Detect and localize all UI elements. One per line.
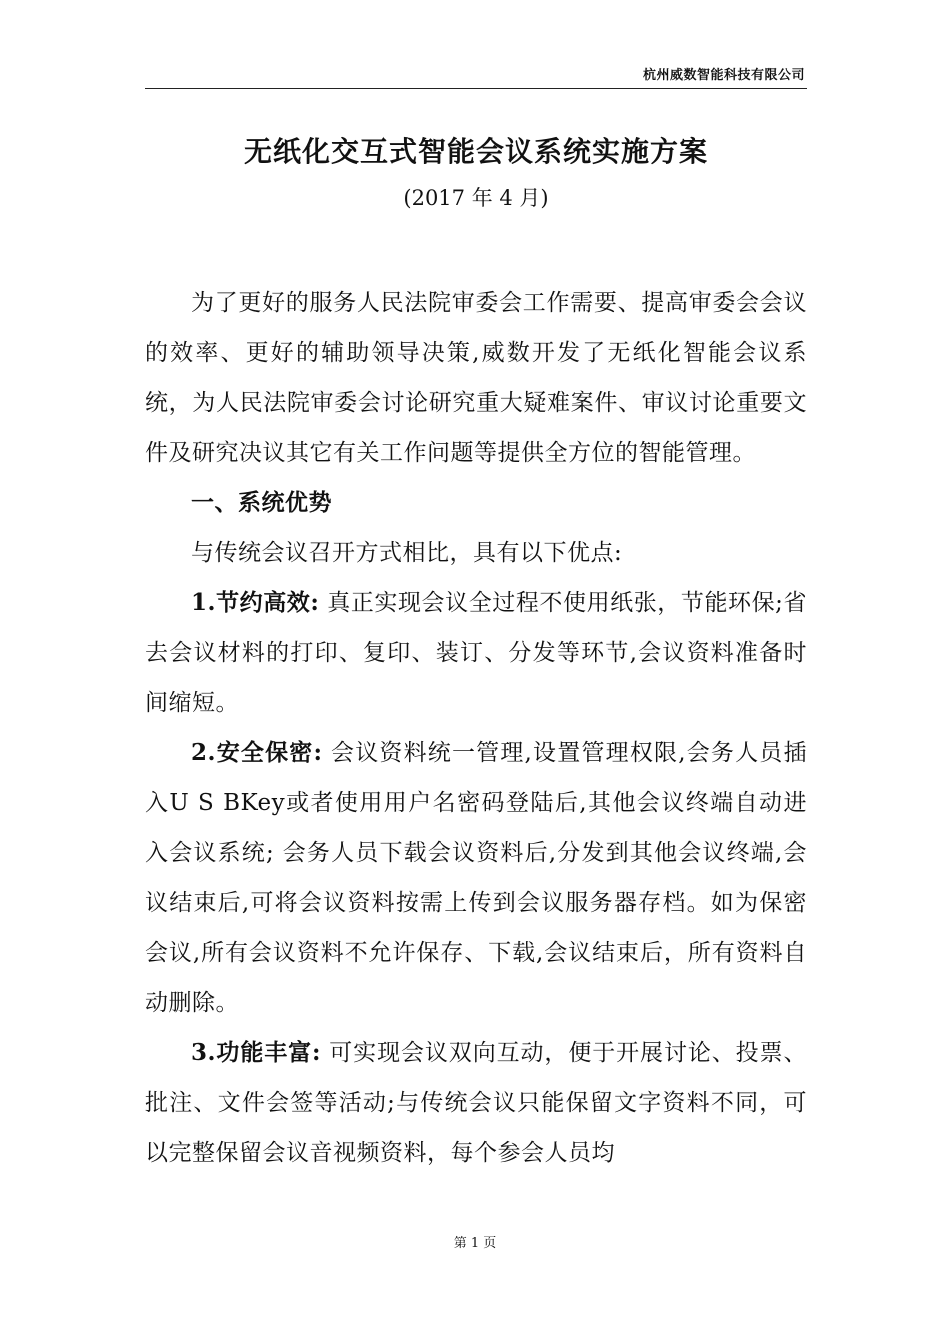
header-divider [145,88,807,89]
header-company-name: 杭州威数智能科技有限公司 [642,68,805,83]
section-heading: 一、系统优势 [191,490,332,516]
point-text-1: 真正实现会议全过程不使用纸张，节能环保;省去会议材料的打印、复印、装订、分发等环节,会议资料准备时间缩短。 [145,590,807,716]
document-body [145,278,807,1178]
document-date: (2017 年 4 月) [403,186,549,210]
point-text-3: 可实现会议双向互动，便于开展讨论、投票、批注、文件会签等活动;与传统会议只能保留文字资料不同，可以完整保留会议音视频资料，每个参会人员均 [145,1040,807,1166]
point-paragraph-3 [145,1028,807,1178]
section-lead: 与传统会议召开方式相比，具有以下优点: [191,540,623,566]
point-label-3: 3.功能丰富: [191,1039,322,1066]
intro-paragraph: 为了更好的服务人民法院审委会工作需要、提高审委会会议的效率、更好的辅助领导决策,威数开发了无纸化智能会议系统，为人民法院审委会讨论研究重大疑难案件、审议讨论重要文件及研究决议其它有关工作问题等提供全方位的智能管理。 [145,290,807,466]
point-paragraph-1 [145,578,807,728]
document-title: 无纸化交互式智能会议系统实施方案 [243,135,708,168]
point-label-1: 1.节约高效: [191,589,320,616]
page-number: 第 1 页 [453,1236,497,1251]
point-paragraph-2 [145,728,807,1028]
point-label-2: 2.安全保密: [191,739,323,766]
point-text-2: 会议资料统一管理,设置管理权限,会务人员插入U S BKey或者使用用户名密码登陆后,其他会议终端自动进入会议系统; 会务人员下载会议资料后,分发到其他会议终端,会议结束后,可将会议资料按需上传到会议服务器存档。如为保密会议,所有会议资料不允许保存、下载,会议结束后，所有资料自动删除。 [145,740,808,1016]
